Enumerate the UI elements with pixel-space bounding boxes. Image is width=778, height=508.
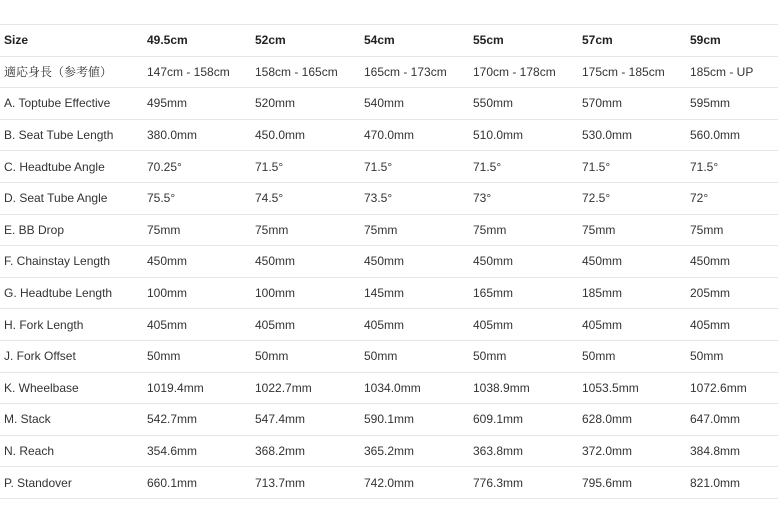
table-cell: 50mm xyxy=(251,340,360,372)
row-label-cell: G. Headtube Length xyxy=(0,277,143,309)
table-cell: 1034.0mm xyxy=(360,372,469,404)
table-cell: 145mm xyxy=(360,277,469,309)
table-cell: 405mm xyxy=(360,309,469,341)
table-cell: 380.0mm xyxy=(143,119,251,151)
table-cell: 368.2mm xyxy=(251,435,360,467)
table-cell: 450mm xyxy=(686,246,778,278)
table-cell: 520mm xyxy=(251,88,360,120)
table-cell: 405mm xyxy=(251,309,360,341)
row-label-cell: E. BB Drop xyxy=(0,214,143,246)
table-cell: 205mm xyxy=(686,277,778,309)
table-cell: 365.2mm xyxy=(360,435,469,467)
table-row xyxy=(0,214,778,246)
header-cell-size: Size xyxy=(0,25,143,57)
row-label-cell: D. Seat Tube Angle xyxy=(0,182,143,214)
table-row xyxy=(0,88,778,120)
table-cell: 363.8mm xyxy=(469,435,578,467)
table-cell: 550mm xyxy=(469,88,578,120)
table-cell: 72° xyxy=(686,182,778,214)
header-cell-52cm: 52cm xyxy=(251,25,360,57)
row-label-cell: N. Reach xyxy=(0,435,143,467)
table-cell: 372.0mm xyxy=(578,435,686,467)
table-cell: 71.5° xyxy=(469,151,578,183)
table-cell: 50mm xyxy=(469,340,578,372)
table-cell: 560.0mm xyxy=(686,119,778,151)
table-cell: 71.5° xyxy=(686,151,778,183)
table-row xyxy=(0,467,778,499)
table-cell: 384.8mm xyxy=(686,435,778,467)
table-cell: 450.0mm xyxy=(251,119,360,151)
table-cell: 450mm xyxy=(578,246,686,278)
table-cell: 71.5° xyxy=(360,151,469,183)
table-cell: 450mm xyxy=(251,246,360,278)
table-cell: 75mm xyxy=(143,214,251,246)
table-cell: 185mm xyxy=(578,277,686,309)
table-cell: 1022.7mm xyxy=(251,372,360,404)
table-row xyxy=(0,151,778,183)
table-cell: 821.0mm xyxy=(686,467,778,499)
table-cell: 405mm xyxy=(469,309,578,341)
table-cell: 354.6mm xyxy=(143,435,251,467)
row-label-cell: P. Standover xyxy=(0,467,143,499)
table-cell: 742.0mm xyxy=(360,467,469,499)
table-cell: 71.5° xyxy=(251,151,360,183)
table-cell: 147cm - 158cm xyxy=(143,56,251,88)
table-cell: 158cm - 165cm xyxy=(251,56,360,88)
table-cell: 165cm - 173cm xyxy=(360,56,469,88)
table-cell: 50mm xyxy=(578,340,686,372)
table-cell: 547.4mm xyxy=(251,404,360,436)
table-cell: 72.5° xyxy=(578,182,686,214)
table-cell: 542.7mm xyxy=(143,404,251,436)
table-cell: 165mm xyxy=(469,277,578,309)
table-row xyxy=(0,435,778,467)
table-cell: 71.5° xyxy=(578,151,686,183)
table-cell: 795.6mm xyxy=(578,467,686,499)
table-cell: 100mm xyxy=(143,277,251,309)
row-label-cell: J. Fork Offset xyxy=(0,340,143,372)
table-row xyxy=(0,119,778,151)
table-cell: 50mm xyxy=(686,340,778,372)
table-cell: 595mm xyxy=(686,88,778,120)
table-cell: 50mm xyxy=(360,340,469,372)
table-row xyxy=(0,246,778,278)
header-cell-49-5cm: 49.5cm xyxy=(143,25,251,57)
table-cell: 73° xyxy=(469,182,578,214)
table-row xyxy=(0,56,778,88)
row-label-cell: B. Seat Tube Length xyxy=(0,119,143,151)
table-cell: 100mm xyxy=(251,277,360,309)
header-cell-57cm: 57cm xyxy=(578,25,686,57)
header-cell-54cm: 54cm xyxy=(360,25,469,57)
table-cell: 647.0mm xyxy=(686,404,778,436)
table-cell: 73.5° xyxy=(360,182,469,214)
table-row xyxy=(0,404,778,436)
table-cell: 175cm - 185cm xyxy=(578,56,686,88)
header-cell-59cm: 59cm xyxy=(686,25,778,57)
table-cell: 50mm xyxy=(143,340,251,372)
table-cell: 450mm xyxy=(469,246,578,278)
table-cell: 540mm xyxy=(360,88,469,120)
table-row xyxy=(0,277,778,309)
row-label-cell: H. Fork Length xyxy=(0,309,143,341)
table-cell: 405mm xyxy=(143,309,251,341)
row-label-cell: K. Wheelbase xyxy=(0,372,143,404)
table-cell: 660.1mm xyxy=(143,467,251,499)
table-cell: 590.1mm xyxy=(360,404,469,436)
table-cell: 628.0mm xyxy=(578,404,686,436)
table-cell: 1038.9mm xyxy=(469,372,578,404)
table-cell: 609.1mm xyxy=(469,404,578,436)
table-cell: 185cm - UP xyxy=(686,56,778,88)
table-cell: 450mm xyxy=(360,246,469,278)
table-cell: 75mm xyxy=(469,214,578,246)
row-label-cell: C. Headtube Angle xyxy=(0,151,143,183)
table-cell: 776.3mm xyxy=(469,467,578,499)
table-cell: 70.25° xyxy=(143,151,251,183)
table-cell: 75.5° xyxy=(143,182,251,214)
table-row xyxy=(0,340,778,372)
table-cell: 75mm xyxy=(578,214,686,246)
row-label-cell: A. Toptube Effective xyxy=(0,88,143,120)
table-cell: 713.7mm xyxy=(251,467,360,499)
table-body xyxy=(0,56,778,498)
table-cell: 1019.4mm xyxy=(143,372,251,404)
table-cell: 530.0mm xyxy=(578,119,686,151)
table-cell: 75mm xyxy=(360,214,469,246)
table-cell: 495mm xyxy=(143,88,251,120)
table-cell: 470.0mm xyxy=(360,119,469,151)
table-cell: 405mm xyxy=(578,309,686,341)
table-cell: 405mm xyxy=(686,309,778,341)
row-label-cell: 適応身長（参考値） xyxy=(0,56,143,88)
table-row xyxy=(0,309,778,341)
table-row xyxy=(0,372,778,404)
table-cell: 510.0mm xyxy=(469,119,578,151)
table-cell: 570mm xyxy=(578,88,686,120)
row-label-cell: M. Stack xyxy=(0,404,143,436)
table-cell: 1053.5mm xyxy=(578,372,686,404)
row-label-cell: F. Chainstay Length xyxy=(0,246,143,278)
table-cell: 75mm xyxy=(686,214,778,246)
table-header-row xyxy=(0,25,778,57)
table-cell: 170cm - 178cm xyxy=(469,56,578,88)
table-cell: 450mm xyxy=(143,246,251,278)
table-row xyxy=(0,182,778,214)
table-cell: 75mm xyxy=(251,214,360,246)
header-cell-55cm: 55cm xyxy=(469,25,578,57)
geometry-table xyxy=(0,24,778,499)
table-cell: 1072.6mm xyxy=(686,372,778,404)
table-cell: 74.5° xyxy=(251,182,360,214)
